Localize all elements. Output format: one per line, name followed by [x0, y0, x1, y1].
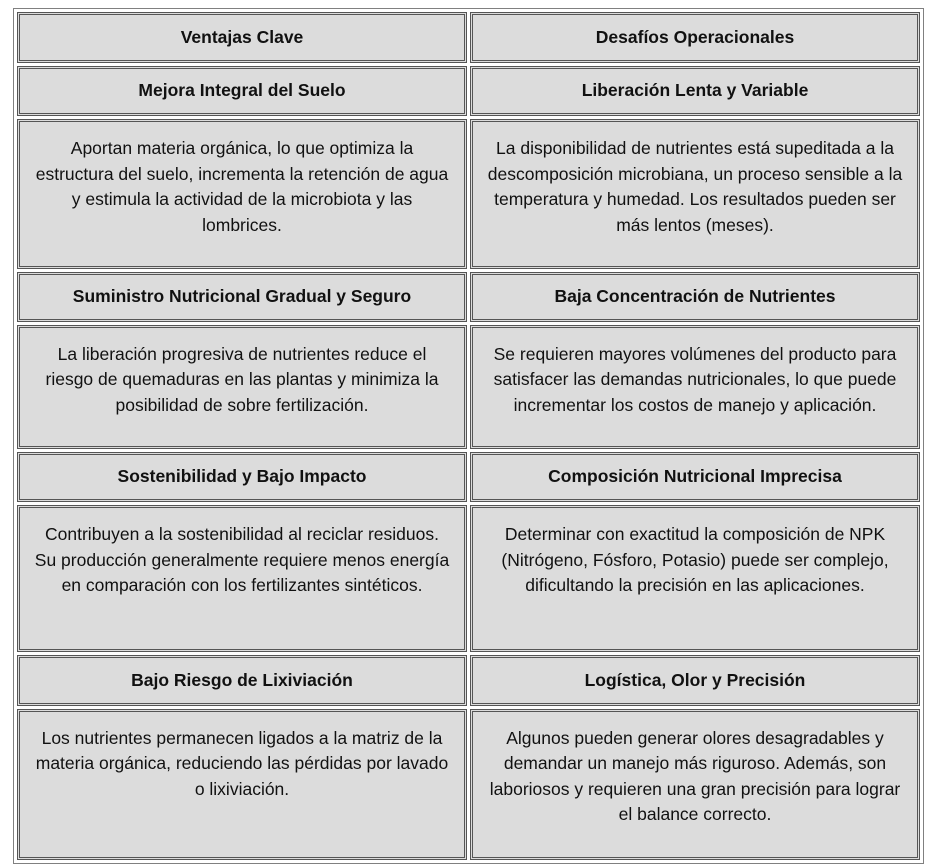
table-row: [17, 66, 920, 116]
challenge-description: Algunos pueden generar olores desagradables y demandar un manejo más riguroso. Además, son laboriosos y requieren una gran precisión para lograr el balance correcto.: [470, 709, 920, 860]
advantage-title: Suministro Nutricional Gradual y Seguro: [17, 272, 467, 322]
table-row: [17, 709, 920, 860]
challenge-description: Determinar con exactitud la composición de NPK (Nitrógeno, Fósforo, Potasio) puede ser complejo, dificultando la precisión en las aplicaciones.: [470, 505, 920, 652]
advantage-title: Bajo Riesgo de Lixiviación: [17, 655, 467, 705]
advantage-title: Sostenibilidad y Bajo Impacto: [17, 452, 467, 502]
comparison-table: [13, 8, 924, 864]
challenge-title: Baja Concentración de Nutrientes: [470, 272, 920, 322]
challenge-description: La disponibilidad de nutrientes está supeditada a la descomposición microbiana, un proceso sensible a la temperatura y humedad. Los resultados pueden ser más lentos (meses).: [470, 119, 920, 268]
challenge-description: Se requieren mayores volúmenes del producto para satisfacer las demandas nutricionales, lo que puede incrementar los costos de manejo y aplicación.: [470, 325, 920, 449]
advantage-description: La liberación progresiva de nutrientes reduce el riesgo de quemaduras en las plantas y minimiza la posibilidad de sobre fertilización.: [17, 325, 467, 449]
table-row: [17, 272, 920, 322]
challenge-title: Liberación Lenta y Variable: [470, 66, 920, 116]
column-header-advantages: Ventajas Clave: [17, 12, 467, 63]
advantage-title: Mejora Integral del Suelo: [17, 66, 467, 116]
advantage-description: Contribuyen a la sostenibilidad al reciclar residuos. Su producción generalmente requiere menos energía en comparación con los fertilizantes sintéticos.: [17, 505, 467, 652]
advantage-description: Los nutrientes permanecen ligados a la matriz de la materia orgánica, reduciendo las pérdidas por lavado o lixiviación.: [17, 709, 467, 860]
table-row: [17, 452, 920, 502]
table-row: [17, 655, 920, 705]
table-row: [17, 325, 920, 449]
table-row: [17, 505, 920, 652]
challenge-title: Logística, Olor y Precisión: [470, 655, 920, 705]
challenge-title: Composición Nutricional Imprecisa: [470, 452, 920, 502]
advantage-description: Aportan materia orgánica, lo que optimiza la estructura del suelo, incrementa la retención de agua y estimula la actividad de la microbiota y las lombrices.: [17, 119, 467, 268]
column-header-challenges: Desafíos Operacionales: [470, 12, 920, 63]
table-row: [17, 119, 920, 268]
header-row: [17, 12, 920, 63]
